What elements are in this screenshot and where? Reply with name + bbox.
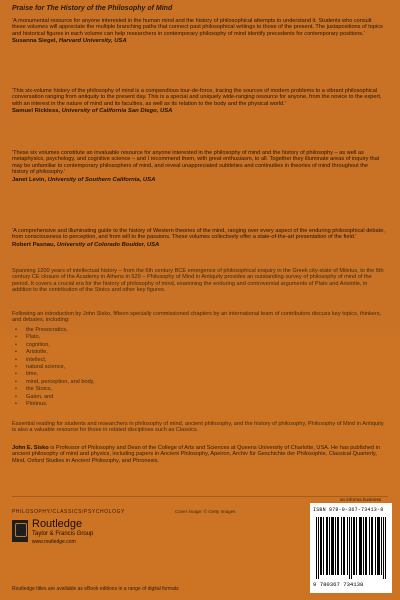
list-item: • Plotinus. — [12, 401, 212, 408]
logo-mark-icon — [15, 523, 27, 537]
barcode-digits: 9 780367 734138 — [313, 581, 364, 588]
quote-author: Susanna Siegel, Harvard University, USA — [12, 38, 127, 45]
list-item: • time, — [12, 371, 212, 378]
barcode-bars-icon — [314, 517, 388, 579]
description-contributors: Following an introduction by John Sisko, fifteen specially commissioned chapters by an international team of contributors discuss key topics, thinkers, and debates, including: — [12, 311, 382, 324]
author-bio-text: is Professor of Philosophy and Dean of the College of Arts and Sciences at Queens University of Charlotte, USA. He has published in ancient philosophy of mind and physics, including papers in Ancient Philosophy, Apeiron, Archiv für Geschichte der Philosophie, Classical Quarterly, Mind, Oxford Studies in Ancient Philosophy, and Phronesis. — [12, 445, 381, 464]
description-closing: Essential reading for students and researchers in philosophy of mind, ancient philosophy, and the history of philosophy, Philosophy of Mind in Antiquity is also a valuable resource for those in related disciplines such as Classics. — [12, 421, 384, 434]
informa-tagline: an informa business — [340, 497, 382, 502]
quote-text: 'This six-volume history of the philosophy of mind is a compendious tour-de-force, tracing the sources of modern problems to a vibrant philosophical conversation ranging from antiquity to the present day. This is a special and uniquely wide-ranging resource for anyone, from the novice to the expert, with an interest in the nature of mind and its faculties, as well as its relation to the body and the physical world.' — [12, 88, 382, 107]
author-bio — [12, 445, 386, 464]
quote-author: Robert Pasnau, University of Colorado Boulder, USA — [12, 241, 160, 248]
quote-author: Samuel Rickless, University of California San Diego, USA — [12, 108, 173, 115]
list-item: • the Stoics, — [12, 386, 212, 393]
isbn-label: ISBN 978-0-367-73413-8 — [313, 507, 384, 513]
list-item: • Plato, — [12, 334, 212, 341]
ebook-note: Routledge titles are available as eBook editions in a range of digital formats — [12, 586, 179, 592]
quote-block — [12, 228, 386, 249]
topics-list — [12, 327, 212, 408]
subject-category: PHILOSOPHY/CLASSICS/PSYCHOLOGY — [12, 509, 126, 515]
list-item: • mind, perception, and body, — [12, 379, 212, 386]
list-item: • the Presocratics, — [12, 327, 212, 334]
description-intro: Spanning 1200 years of intellectual history – from the 6th century BCE emergence of philosophical enquiry in the Greek city-state of Miletus, to the 6th century CE closure of the Academy in Athens in 529 – Philosophy of Mind in Antiquity provides an outstanding survey of philosophy of mind of the period. It covers a crucial era for the history of philosophy of mind, examining the enduring and controversial arguments of Plato and Aristotle, in addition to the contribution of the Stoics and other key figures. — [12, 268, 384, 294]
quote-text: 'A comprehensive and illuminating guide to the history of Western theories of the mind, ranging over every aspect of the enduring philosophical debate, from consciousness to perception, and from will to the passions. These volumes collectively offer a state-of-the-art presentation of the field.' — [12, 228, 385, 241]
divider — [12, 496, 388, 497]
author-name: John E. Sisko — [12, 445, 49, 451]
quote-block — [12, 18, 386, 45]
quote-text: 'These six volumes constitute an invaluable resource for anyone interested in the philosophy of mind and the history of philosophy – as well as metaphysics, psychology, and cognitive science – and I recommend them, with great enthusiasm, to all. Together they illuminate areas of inquiry that may be unfamiliar to contemporary philosophers of mind, and reveal unappreciated subtleties and continuities in theories of mind throughout the history of philosophy.' — [12, 150, 380, 176]
quote-author: Janet Levin, University of Southern California, USA — [12, 176, 156, 183]
routledge-logo — [12, 520, 28, 542]
praise-heading: Praise for The History of the Philosophy of Mind — [12, 5, 173, 12]
list-item: • Aristotle, — [12, 349, 212, 356]
publisher-group: Taylor & Francis Group — [32, 531, 94, 537]
barcode — [310, 503, 392, 593]
publisher-url: www.routledge.com — [32, 539, 76, 545]
publisher-name: Routledge — [32, 518, 83, 530]
cover-credit: Cover image: © Getty Images — [175, 509, 236, 514]
quote-block — [12, 88, 386, 115]
quote-text: 'A monumental resource for anyone interested in the human mind and the history of philosophical attempts to understand it. Students who consult these volumes will appreciate the multiple branching paths that connect past philosophical writings to those of the present. The juxtapositions of topics and historical figures in each volume can help researchers in contemporary philosophy of mind identify precedents for contemporary positions.' — [12, 18, 383, 37]
quote-block — [12, 150, 386, 184]
list-item: • intellect, — [12, 357, 212, 364]
list-item: • natural science, — [12, 364, 212, 371]
list-item: • cognition, — [12, 342, 212, 349]
list-item: • Galen, and — [12, 394, 212, 401]
